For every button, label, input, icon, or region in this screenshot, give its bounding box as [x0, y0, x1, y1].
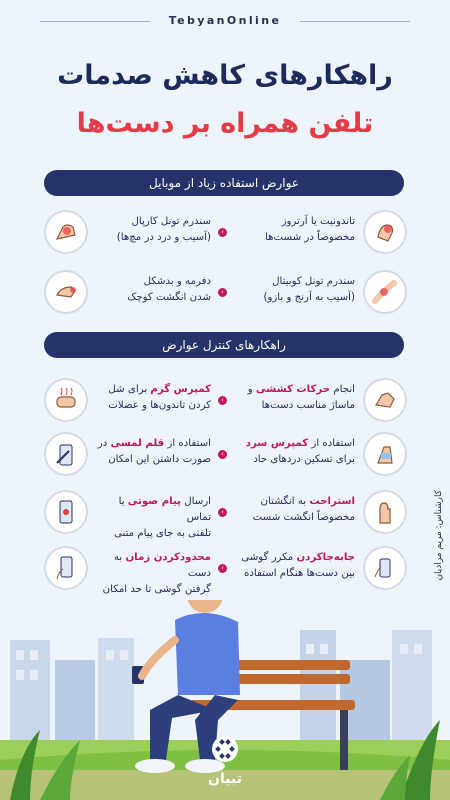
remedy-item: محدودکردن زمان به دست گرفتن گوشی تا حد امکان — [44, 546, 229, 592]
remedy-highlight: حرکات کششی — [255, 384, 331, 395]
section1-heading: عوارض استفاده زیاد از موبایل — [44, 170, 404, 196]
rest-hand-icon — [363, 490, 407, 534]
stylus-icon — [44, 432, 88, 476]
remedy-detail: صورت داشتن این امکان — [108, 454, 211, 465]
voice-message-icon — [44, 490, 88, 534]
arrow-icon: ‹ — [218, 288, 227, 297]
cold-compress-icon — [363, 432, 407, 476]
remedy-highlight: کمپرس گرم — [150, 384, 211, 395]
symptom-item — [222, 210, 407, 256]
remedy-highlight: کمپرس سرد — [245, 438, 309, 449]
remedy-highlight: قلم لمسی — [110, 438, 165, 449]
stretch-hand-icon — [363, 378, 407, 422]
title-line-2: تلفن همراه بر دست‌ها — [76, 108, 374, 139]
remedy-item: استراحت به انگشتان مخصوصاً انگشت شست — [222, 490, 407, 536]
symptom-detail: شدن انگشت کوچک — [127, 292, 211, 303]
wrist-pain-icon — [44, 210, 88, 254]
symptom-item — [44, 270, 229, 316]
symptom-title: تاندونیت یا آرتروز — [281, 216, 355, 227]
arrow-icon: ‹ — [218, 228, 227, 237]
remedy-item: استفاده از کمپرس سرد برای تسکین دردهای حاد — [222, 432, 407, 478]
remedy-item: کمپرس گرم برای شل کردن تاندون‌ها و عضلات — [44, 378, 229, 424]
remedy-detail: گرفتن گوشی تا حد امکان — [102, 584, 211, 595]
elbow-pain-icon — [363, 270, 407, 314]
logo-text: تبیان — [208, 771, 242, 787]
remedy-detail: تلفنی به جای پیام متنی — [114, 528, 211, 539]
remedy-item: جابه‌جاکردن مکرر گوشی بین دست‌ها هنگام استفاده — [222, 546, 407, 592]
symptom-item — [222, 270, 407, 316]
remedy-detail: ماساژ مناسب دست‌ها — [261, 400, 355, 411]
symptom-title: سندرم تونل کارپال — [131, 216, 211, 227]
remedy-detail: مخصوصاً انگشت شست — [252, 512, 355, 523]
remedy-highlight: استراحت — [309, 496, 355, 507]
symptom-detail: (آسیب به آرنج و بازو) — [263, 292, 355, 303]
tebyan-logo — [203, 735, 247, 795]
symptom-title: سندرم تونل کوبیتال — [272, 276, 355, 287]
credit-text: کارشناس: مریم مرادیان — [434, 490, 444, 581]
brand-name: TebyanOnline — [168, 14, 282, 27]
arrow-icon: ‹ — [218, 564, 227, 573]
thumb-pain-icon — [363, 210, 407, 254]
arrow-icon: ‹ — [218, 396, 227, 405]
finger-deform-icon — [44, 270, 88, 314]
title-line-1: راهکارهای کاهش صدمات — [57, 60, 393, 91]
remedy-detail: کردن تاندون‌ها و عضلات — [108, 400, 211, 411]
logo-mark-icon — [211, 735, 239, 763]
section2-heading: راهکارهای کنترل عوارض — [44, 332, 404, 358]
arrow-icon: ‹ — [218, 450, 227, 459]
remedy-item: انجام حرکات کششی و ماساژ مناسب دست‌ها — [222, 378, 407, 424]
symptom-detail: مخصوصاً در شست‌ها — [265, 232, 355, 243]
remedy-item: ارسال پیام صوتی یا تماس تلفنی به جای پیام متنی — [44, 490, 229, 536]
symptom-title: دفرمه و بدشکل — [143, 276, 211, 287]
symptom-detail: (آسیب و درد در مچ‌ها) — [116, 232, 211, 243]
remedy-highlight: جابه‌جاکردن — [296, 552, 355, 563]
warm-compress-icon — [44, 378, 88, 422]
remedy-detail: بین دست‌ها هنگام استفاده — [244, 568, 355, 579]
remedy-highlight: پیام صوتی — [127, 496, 181, 507]
switch-hands-icon — [363, 546, 407, 590]
remedy-detail: برای تسکین دردهای حاد — [253, 454, 355, 465]
remedy-highlight: محدودکردن زمان — [125, 552, 211, 563]
remedy-item: استفاده از قلم لمسی در صورت داشتن این امکان — [44, 432, 229, 478]
arrow-icon: ‹ — [218, 508, 227, 517]
phone-in-hand-icon — [44, 546, 88, 590]
symptom-item — [44, 210, 229, 256]
